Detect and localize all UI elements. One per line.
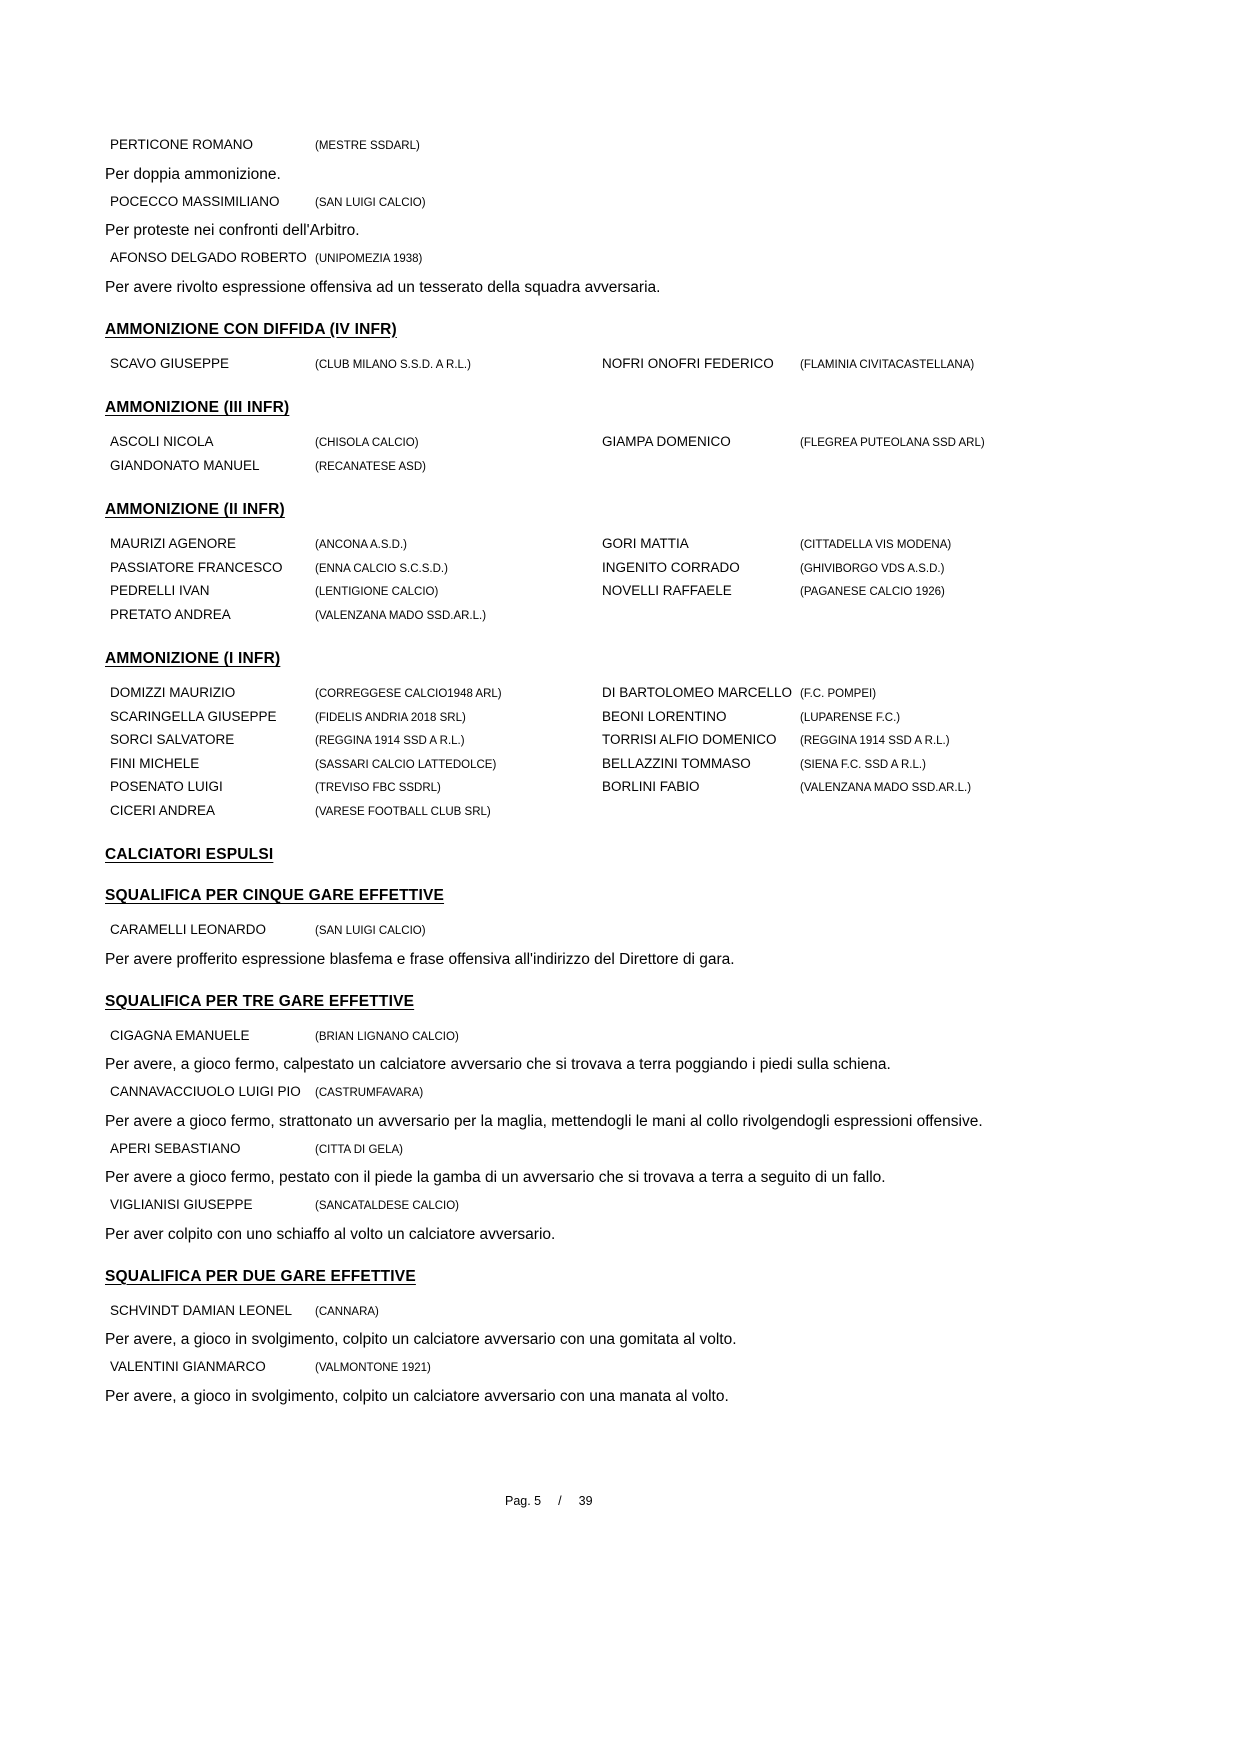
player-club: (LUPARENSE F.C.) <box>800 711 901 724</box>
player-name: PERTICONE ROMANO <box>110 137 254 152</box>
sanction-reason: Per proteste nei confronti dell'Arbitro. <box>105 222 360 239</box>
player-club: (SAN LUIGI CALCIO) <box>315 196 426 209</box>
sanction-reason: Per avere, a gioco fermo, calpestato un calciatore avversario che si trovava a terra poggiando i piedi sulla schiena. <box>105 1056 891 1073</box>
player-club: (SASSARI CALCIO LATTEDOLCE) <box>315 758 497 771</box>
document-body <box>105 0 1136 1407</box>
player-row <box>105 729 1136 753</box>
sanction-reason: Per avere, a gioco in svolgimento, colpito un calciatore avversario con una manata al volto. <box>105 1387 729 1405</box>
player-name: ASCOLI NICOLA <box>110 434 214 449</box>
player-club: (BRIAN LIGNANO CALCIO) <box>315 1030 459 1043</box>
player-name: GORI MATTIA <box>602 536 689 551</box>
player-row <box>105 431 1136 455</box>
section-heading: AMMONIZIONE (I INFR) <box>105 650 281 667</box>
player-club: (ENNA CALCIO S.C.S.D.) <box>315 562 448 575</box>
player-name: PEDRELLI IVAN <box>110 583 210 598</box>
player-club: (VALMONTONE 1921) <box>315 1362 431 1374</box>
player-name: POSENATO LUIGI <box>110 779 223 794</box>
player-club: (TREVISO FBC SSDRL) <box>315 782 441 794</box>
player-row <box>105 1081 1136 1105</box>
player-row <box>105 706 1136 730</box>
player-name: SCAVO GIUSEPPE <box>110 355 230 371</box>
player-club: (MESTRE SSDARL) <box>315 140 420 152</box>
player-row <box>105 247 1136 271</box>
player-club: (VALENZANA MADO SSD.AR.L.) <box>800 782 972 794</box>
player-row <box>105 800 1136 824</box>
player-row <box>105 919 1136 943</box>
player-name: PASSIATORE FRANCESCO <box>110 559 283 575</box>
player-row <box>105 1300 1136 1324</box>
player-club: (CHISOLA CALCIO) <box>315 437 419 449</box>
sanction-reason: Per avere a gioco fermo, pestato con il piede la gamba di un avversario che si trovava a terra a seguito di un fallo. <box>105 1169 886 1186</box>
player-name: DI BARTOLOMEO MARCELLO <box>602 685 793 700</box>
player-club: (FLEGREA PUTEOLANA SSD ARL) <box>800 437 985 449</box>
player-name: VALENTINI GIANMARCO <box>110 1359 266 1374</box>
player-row <box>105 1138 1136 1162</box>
player-club: (CITTADELLA VIS MODENA) <box>800 539 952 551</box>
player-name: CARAMELLI LEONARDO <box>110 922 267 937</box>
player-name: BORLINI FABIO <box>602 779 700 794</box>
player-club: (RECANATESE ASD) <box>315 460 426 473</box>
player-club: (SANCATALDESE CALCIO) <box>315 1200 459 1212</box>
section-heading: SQUALIFICA PER TRE GARE EFFETTIVE <box>105 992 415 1010</box>
player-club: (FIDELIS ANDRIA 2018 SRL) <box>315 711 466 724</box>
section-heading: SQUALIFICA PER CINQUE GARE EFFETTIVE <box>105 887 445 904</box>
player-club: (VALENZANA MADO SSD.AR.L.) <box>315 609 487 622</box>
player-club: (CITTA DI GELA) <box>315 1143 403 1156</box>
player-club: (SIENA F.C. SSD A R.L.) <box>800 758 926 771</box>
player-club: (SAN LUIGI CALCIO) <box>315 925 426 937</box>
player-name: NOFRI ONOFRI FEDERICO <box>602 355 774 371</box>
player-club: (CLUB MILANO S.S.D. A R.L.) <box>315 358 471 371</box>
player-row <box>105 557 1136 581</box>
player-row <box>105 353 1136 377</box>
player-club: (VARESE FOOTBALL CLUB SRL) <box>315 805 491 818</box>
player-name: CICERI ANDREA <box>110 802 216 818</box>
section-heading: CALCIATORI ESPULSI <box>105 846 274 863</box>
player-club: (UNIPOMEZIA 1938) <box>315 253 423 265</box>
player-row <box>105 776 1136 800</box>
player-name: DOMIZZI MAURIZIO <box>110 685 236 700</box>
player-club: (REGGINA 1914 SSD A R.L.) <box>315 735 465 747</box>
player-club: (LENTIGIONE CALCIO) <box>315 586 439 598</box>
player-name: GIAMPA DOMENICO <box>602 434 731 449</box>
player-name: VIGLIANISI GIUSEPPE <box>110 1197 253 1212</box>
section-heading: AMMONIZIONE (III INFR) <box>105 399 290 416</box>
player-name: BELLAZZINI TOMMASO <box>602 755 751 771</box>
page-total: 39 <box>578 1494 593 1508</box>
player-name: SCHVINDT DAMIAN LEONEL <box>110 1302 293 1318</box>
player-row <box>105 191 1136 215</box>
player-row <box>105 1356 1136 1380</box>
section-heading: AMMONIZIONE CON DIFFIDA (IV INFR) <box>105 320 397 338</box>
player-name: TORRISI ALFIO DOMENICO <box>602 732 777 747</box>
sanction-reason: Per doppia ammonizione. <box>105 165 281 183</box>
player-row <box>105 682 1136 706</box>
player-name: POCECCO MASSIMILIANO <box>110 193 280 209</box>
player-name: BEONI LORENTINO <box>602 708 727 724</box>
player-row <box>105 1194 1136 1218</box>
player-row <box>105 134 1136 158</box>
sanction-reason: Per avere, a gioco in svolgimento, colpito un calciatore avversario con una gomitata al volto. <box>105 1331 737 1348</box>
player-club: (CORREGGESE CALCIO1948 ARL) <box>315 688 502 700</box>
sanction-reason: Per aver colpito con uno schiaffo al volto un calciatore avversario. <box>105 1225 556 1243</box>
page-footer <box>505 1494 593 1509</box>
sanction-reason: Per avere a gioco fermo, strattonato un avversario per la maglia, mettendogli le mani al collo rivolgendogli espressioni offensive. <box>105 1112 983 1130</box>
player-club: (FLAMINIA CIVITACASTELLANA) <box>800 358 975 371</box>
player-name: CANNAVACCIUOLO LUIGI PIO <box>110 1084 301 1099</box>
sanction-reason: Per avere profferito espressione blasfema e frase offensiva all'indirizzo del Direttore di gara. <box>105 950 735 968</box>
player-name: SORCI SALVATORE <box>110 732 235 747</box>
player-name: INGENITO CORRADO <box>602 559 740 575</box>
page-separator: / <box>558 1494 562 1508</box>
player-row <box>105 604 1136 628</box>
player-name: NOVELLI RAFFAELE <box>602 583 732 598</box>
page-number-label: Pag. 5 <box>505 1494 542 1508</box>
player-club: (REGGINA 1914 SSD A R.L.) <box>800 735 950 747</box>
player-club: (GHIVIBORGO VDS A.S.D.) <box>800 562 945 575</box>
player-club: (ANCONA A.S.D.) <box>315 539 408 551</box>
player-name: AFONSO DELGADO ROBERTO <box>110 250 307 265</box>
player-name: PRETATO ANDREA <box>110 606 231 622</box>
player-club: (PAGANESE CALCIO 1926) <box>800 586 945 598</box>
player-row <box>105 455 1136 479</box>
sanction-reason: Per avere rivolto espressione offensiva ad un tesserato della squadra avversaria. <box>105 278 661 296</box>
player-club: (CANNARA) <box>315 1305 379 1318</box>
player-row <box>105 1025 1136 1049</box>
player-club: (F.C. POMPEI) <box>800 688 877 700</box>
player-name: MAURIZI AGENORE <box>110 536 237 551</box>
player-row <box>105 533 1136 557</box>
section-heading: AMMONIZIONE (II INFR) <box>105 501 285 518</box>
section-heading: SQUALIFICA PER DUE GARE EFFETTIVE <box>105 1267 416 1285</box>
player-name: APERI SEBASTIANO <box>110 1140 241 1156</box>
player-name: GIANDONATO MANUEL <box>110 457 260 473</box>
player-row <box>105 580 1136 604</box>
player-row <box>105 753 1136 777</box>
player-name: SCARINGELLA GIUSEPPE <box>110 708 277 724</box>
player-club: (CASTRUMFAVARA) <box>315 1087 424 1099</box>
player-name: CIGAGNA EMANUELE <box>110 1027 250 1043</box>
player-name: FINI MICHELE <box>110 755 200 771</box>
